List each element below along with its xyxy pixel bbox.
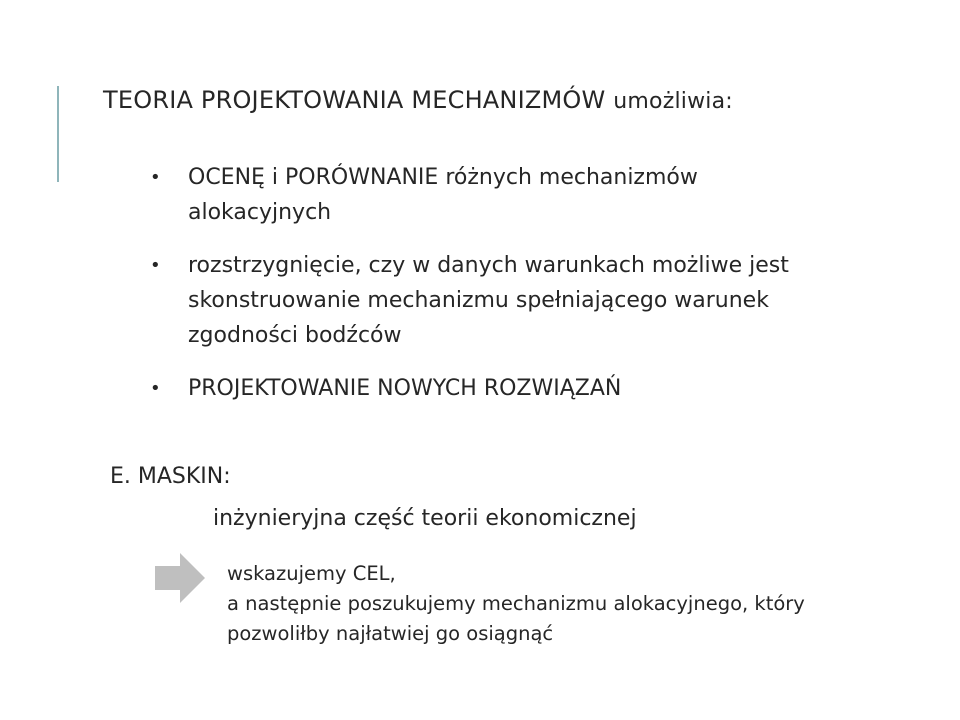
bullet-list bbox=[150, 160, 890, 424]
definition-text: inżynieryjna część teorii ekonomicznej bbox=[213, 506, 637, 531]
bullet-text-line: zgodności bodźców bbox=[188, 323, 402, 348]
author-label: E. MASKIN: bbox=[110, 464, 231, 489]
goal-line: pozwoliłby najłatwiej go osiągnąć bbox=[227, 622, 554, 645]
goal-line: a następnie poszukujemy mechanizmu alokacyjnego, który bbox=[227, 592, 805, 615]
slide-title bbox=[103, 86, 733, 114]
title-suffix: umożliwia: bbox=[613, 89, 733, 114]
list-item bbox=[150, 371, 890, 406]
goal-line: wskazujemy CEL, bbox=[227, 562, 396, 585]
accent-bar bbox=[57, 86, 59, 182]
right-arrow-icon bbox=[154, 552, 206, 604]
list-item bbox=[150, 248, 890, 353]
bullet-text-line: OCENĘ i PORÓWNANIE różnych mechanizmów bbox=[188, 165, 698, 190]
list-item bbox=[150, 160, 890, 230]
bullet-text-line: PROJEKTOWANIE NOWYCH ROZWIĄZAŃ bbox=[188, 376, 622, 401]
bullet-text-line: alokacyjnych bbox=[188, 200, 332, 225]
bullet-dot: • bbox=[150, 167, 161, 188]
bullet-dot: • bbox=[150, 255, 161, 276]
bullet-dot: • bbox=[150, 378, 161, 399]
goal-text-block bbox=[227, 559, 805, 649]
title-main: TEORIA PROJEKTOWANIA MECHANIZMÓW bbox=[103, 86, 606, 114]
bullet-text-line: rozstrzygnięcie, czy w danych warunkach możliwe jest bbox=[188, 253, 789, 278]
bullet-text-line: skonstruowanie mechanizmu spełniającego warunek bbox=[188, 288, 769, 313]
